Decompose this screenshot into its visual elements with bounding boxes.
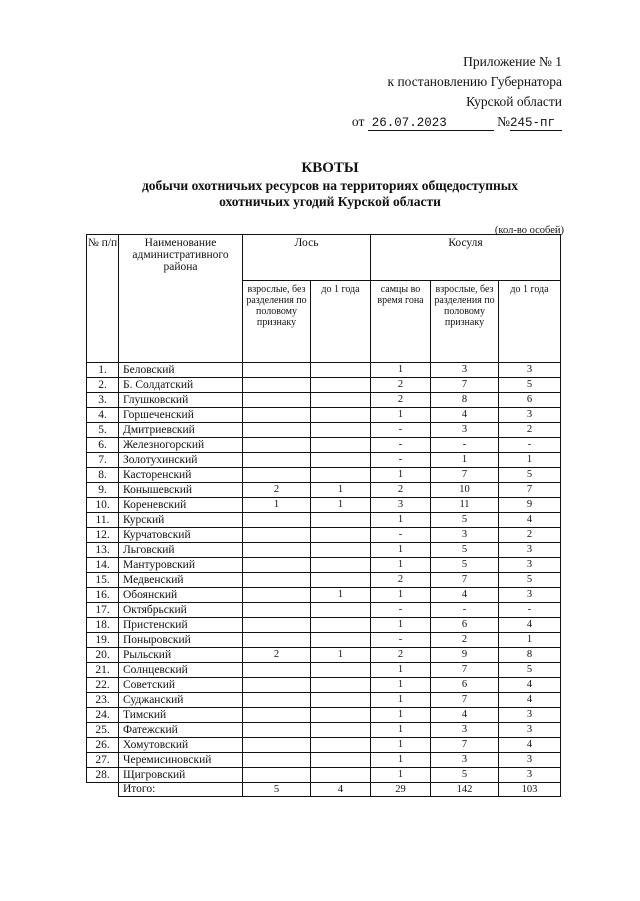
total-row (87, 783, 561, 797)
elk-adult-cell (243, 693, 311, 708)
table-row (87, 633, 561, 648)
roe-young-cell: - (499, 438, 561, 453)
roe-males-cell: 1 (371, 708, 431, 723)
table-row (87, 483, 561, 498)
district-name: Горшеченский (119, 408, 243, 423)
row-number: 27. (87, 753, 119, 768)
row-number: 20. (87, 648, 119, 663)
district-name: Октябрьский (119, 603, 243, 618)
elk-young-cell (311, 678, 371, 693)
elk-adult-cell (243, 588, 311, 603)
roe-adult-cell: 3 (431, 423, 499, 438)
roe-males-cell: 1 (371, 468, 431, 483)
total-roe-young: 103 (499, 783, 561, 797)
roe-adult-cell: 7 (431, 468, 499, 483)
elk-adult-cell (243, 543, 311, 558)
row-number: 12. (87, 528, 119, 543)
district-name: Суджанский (119, 693, 243, 708)
elk-young-cell (311, 738, 371, 753)
total-elk-adult: 5 (243, 783, 311, 797)
header-elk: Лось (243, 235, 371, 281)
elk-adult-cell: 2 (243, 648, 311, 663)
elk-young-cell: 1 (311, 483, 371, 498)
elk-young-cell (311, 423, 371, 438)
document-subtitle (60, 178, 600, 210)
district-name: Кореневский (119, 498, 243, 513)
table-row (87, 543, 561, 558)
table-row (87, 768, 561, 783)
district-name: Курский (119, 513, 243, 528)
roe-males-cell: 2 (371, 483, 431, 498)
district-name: Фатежский (119, 723, 243, 738)
roe-adult-cell: 7 (431, 738, 499, 753)
district-name: Дмитриевский (119, 423, 243, 438)
elk-young-cell (311, 663, 371, 678)
roe-adult-cell: - (431, 438, 499, 453)
table-row (87, 528, 561, 543)
row-number: 6. (87, 438, 119, 453)
elk-adult-cell (243, 618, 311, 633)
district-name: Глушковский (119, 393, 243, 408)
elk-young-cell (311, 408, 371, 423)
elk-adult-cell (243, 738, 311, 753)
elk-young-cell (311, 603, 371, 618)
appendix-resolution: к постановлению Губернатора (387, 74, 562, 89)
elk-adult-cell (243, 528, 311, 543)
roe-young-cell: 5 (499, 468, 561, 483)
appendix-region: Курской области (466, 94, 562, 109)
roe-males-cell: 3 (371, 498, 431, 513)
table-row (87, 393, 561, 408)
subtitle-line-1: добычи охотничьих ресурсов на территориях общедоступных (141, 178, 519, 193)
row-number: 23. (87, 693, 119, 708)
table-row (87, 708, 561, 723)
row-number: 24. (87, 708, 119, 723)
roe-young-cell: 3 (499, 588, 561, 603)
roe-males-cell: 1 (371, 753, 431, 768)
appendix-number-sign: № (497, 114, 510, 129)
row-number: 8. (87, 468, 119, 483)
header-elk-young: до 1 года (311, 281, 371, 363)
elk-young-cell: 1 (311, 648, 371, 663)
elk-young-cell (311, 618, 371, 633)
table-row (87, 678, 561, 693)
roe-young-cell: 3 (499, 408, 561, 423)
header-roe-adult: взрослые, без разделения по половому признаку (431, 281, 499, 363)
roe-young-cell: 4 (499, 738, 561, 753)
row-number: 21. (87, 663, 119, 678)
elk-adult-cell (243, 573, 311, 588)
roe-young-cell: 9 (499, 498, 561, 513)
row-number: 28. (87, 768, 119, 783)
roe-males-cell: 1 (371, 768, 431, 783)
elk-young-cell (311, 438, 371, 453)
roe-adult-cell: 8 (431, 393, 499, 408)
table-row (87, 753, 561, 768)
district-name: Мантуровский (119, 558, 243, 573)
roe-young-cell: 6 (499, 393, 561, 408)
table-row (87, 648, 561, 663)
total-label: Итого: (119, 783, 243, 797)
header-roe-young: до 1 года (499, 281, 561, 363)
appendix-block (300, 52, 562, 132)
row-number: 16. (87, 588, 119, 603)
district-name: Золотухинский (119, 453, 243, 468)
roe-young-cell: 3 (499, 543, 561, 558)
row-number: 19. (87, 633, 119, 648)
row-number: 10. (87, 498, 119, 513)
roe-young-cell: 3 (499, 558, 561, 573)
roe-young-cell: 2 (499, 528, 561, 543)
elk-young-cell (311, 543, 371, 558)
roe-adult-cell: 5 (431, 543, 499, 558)
table-row (87, 573, 561, 588)
district-name: Б. Солдатский (119, 378, 243, 393)
roe-males-cell: 2 (371, 648, 431, 663)
elk-adult-cell (243, 453, 311, 468)
roe-young-cell: 4 (499, 693, 561, 708)
roe-young-cell: 5 (499, 378, 561, 393)
elk-adult-cell (243, 423, 311, 438)
district-name: Солнцевский (119, 663, 243, 678)
district-name: Льговский (119, 543, 243, 558)
roe-males-cell: - (371, 603, 431, 618)
district-name: Пристенский (119, 618, 243, 633)
roe-adult-cell: 2 (431, 633, 499, 648)
row-number: 4. (87, 408, 119, 423)
roe-adult-cell: 6 (431, 618, 499, 633)
roe-males-cell: - (371, 453, 431, 468)
elk-young-cell (311, 468, 371, 483)
table-row (87, 723, 561, 738)
district-name: Тимский (119, 708, 243, 723)
roe-young-cell: 2 (499, 423, 561, 438)
roe-adult-cell: 3 (431, 753, 499, 768)
roe-young-cell: 1 (499, 633, 561, 648)
appendix-number: 245-пг (510, 116, 562, 131)
elk-young-cell: 1 (311, 588, 371, 603)
elk-young-cell (311, 453, 371, 468)
subtitle-line-2: охотничьих угодий Курской области (219, 194, 441, 209)
roe-adult-cell: 5 (431, 768, 499, 783)
appendix-date-line (300, 112, 562, 132)
table-row (87, 558, 561, 573)
elk-adult-cell (243, 393, 311, 408)
elk-young-cell (311, 558, 371, 573)
table-row (87, 468, 561, 483)
header-num: № п/п (87, 235, 119, 363)
elk-young-cell (311, 768, 371, 783)
roe-males-cell: 1 (371, 588, 431, 603)
roe-males-cell: 1 (371, 543, 431, 558)
district-name: Поныровский (119, 633, 243, 648)
table-row (87, 663, 561, 678)
table-body (87, 363, 561, 783)
row-number: 26. (87, 738, 119, 753)
roe-young-cell: 8 (499, 648, 561, 663)
table-row (87, 453, 561, 468)
appendix-date: 26.07.2023 (368, 116, 494, 131)
header-elk-adult: взрослые, без разделения по половому признаку (243, 281, 311, 363)
total-roe-males: 29 (371, 783, 431, 797)
roe-adult-cell: 4 (431, 588, 499, 603)
district-name: Железногорский (119, 438, 243, 453)
roe-adult-cell: 10 (431, 483, 499, 498)
roe-young-cell: 4 (499, 618, 561, 633)
roe-males-cell: 1 (371, 693, 431, 708)
elk-adult-cell: 1 (243, 498, 311, 513)
table-row (87, 423, 561, 438)
elk-adult-cell: 2 (243, 483, 311, 498)
roe-adult-cell: 3 (431, 363, 499, 378)
row-number: 17. (87, 603, 119, 618)
total-blank (87, 783, 119, 797)
elk-adult-cell (243, 438, 311, 453)
roe-adult-cell: 7 (431, 663, 499, 678)
roe-adult-cell: 5 (431, 513, 499, 528)
elk-young-cell (311, 393, 371, 408)
row-number: 22. (87, 678, 119, 693)
roe-males-cell: - (371, 423, 431, 438)
document-title: КВОТЫ (301, 160, 359, 176)
roe-males-cell: - (371, 438, 431, 453)
elk-adult-cell (243, 723, 311, 738)
roe-young-cell: - (499, 603, 561, 618)
table-row (87, 378, 561, 393)
elk-young-cell (311, 573, 371, 588)
district-name: Советский (119, 678, 243, 693)
roe-males-cell: 1 (371, 663, 431, 678)
roe-adult-cell: 3 (431, 528, 499, 543)
district-name: Медвенский (119, 573, 243, 588)
elk-young-cell: 1 (311, 498, 371, 513)
elk-adult-cell (243, 468, 311, 483)
elk-adult-cell (243, 753, 311, 768)
roe-young-cell: 3 (499, 753, 561, 768)
table-row (87, 363, 561, 378)
row-number: 1. (87, 363, 119, 378)
elk-young-cell (311, 363, 371, 378)
row-number: 11. (87, 513, 119, 528)
roe-adult-cell: 9 (431, 648, 499, 663)
elk-young-cell (311, 528, 371, 543)
total-elk-young: 4 (311, 783, 371, 797)
roe-young-cell: 3 (499, 708, 561, 723)
roe-young-cell: 4 (499, 678, 561, 693)
table-row (87, 513, 561, 528)
roe-young-cell: 3 (499, 723, 561, 738)
district-name: Конышевский (119, 483, 243, 498)
district-name: Касторенский (119, 468, 243, 483)
roe-adult-cell: 7 (431, 573, 499, 588)
quota-table (86, 234, 561, 797)
row-number: 9. (87, 483, 119, 498)
table-row (87, 618, 561, 633)
row-number: 14. (87, 558, 119, 573)
units-note: (кол-во особей) (494, 225, 564, 236)
district-name: Хомутовский (119, 738, 243, 753)
row-number: 5. (87, 423, 119, 438)
roe-young-cell: 5 (499, 573, 561, 588)
roe-adult-cell: 11 (431, 498, 499, 513)
elk-adult-cell (243, 708, 311, 723)
elk-adult-cell (243, 633, 311, 648)
roe-adult-cell: 4 (431, 708, 499, 723)
elk-adult-cell (243, 768, 311, 783)
header-roe: Косуля (371, 235, 561, 281)
roe-males-cell: 1 (371, 723, 431, 738)
roe-adult-cell: 5 (431, 558, 499, 573)
roe-young-cell: 7 (499, 483, 561, 498)
elk-young-cell (311, 378, 371, 393)
table-row (87, 408, 561, 423)
elk-young-cell (311, 708, 371, 723)
table-row (87, 603, 561, 618)
roe-young-cell: 1 (499, 453, 561, 468)
elk-adult-cell (243, 513, 311, 528)
roe-adult-cell: 6 (431, 678, 499, 693)
roe-males-cell: 1 (371, 363, 431, 378)
roe-males-cell: 2 (371, 573, 431, 588)
district-name: Рыльский (119, 648, 243, 663)
appendix-from-label: от (351, 114, 365, 129)
roe-adult-cell: 7 (431, 378, 499, 393)
elk-adult-cell (243, 378, 311, 393)
roe-males-cell: 1 (371, 558, 431, 573)
district-name: Щигровский (119, 768, 243, 783)
row-number: 3. (87, 393, 119, 408)
elk-young-cell (311, 693, 371, 708)
row-number: 18. (87, 618, 119, 633)
appendix-title: Приложение № 1 (463, 54, 562, 69)
district-name: Обоянский (119, 588, 243, 603)
roe-males-cell: 1 (371, 513, 431, 528)
row-number: 25. (87, 723, 119, 738)
district-name: Черемисиновский (119, 753, 243, 768)
table-row (87, 498, 561, 513)
roe-males-cell: 2 (371, 393, 431, 408)
header-roe-males: самцы во время гона (371, 281, 431, 363)
roe-males-cell: 1 (371, 408, 431, 423)
roe-adult-cell: - (431, 603, 499, 618)
elk-young-cell (311, 723, 371, 738)
elk-adult-cell (243, 663, 311, 678)
elk-young-cell (311, 513, 371, 528)
table-row (87, 588, 561, 603)
district-name: Курчатовский (119, 528, 243, 543)
row-number: 15. (87, 573, 119, 588)
roe-males-cell: - (371, 633, 431, 648)
elk-adult-cell (243, 558, 311, 573)
elk-adult-cell (243, 678, 311, 693)
header-district: Наименование административного района (119, 235, 243, 363)
elk-adult-cell (243, 408, 311, 423)
elk-young-cell (311, 633, 371, 648)
roe-adult-cell: 4 (431, 408, 499, 423)
roe-young-cell: 3 (499, 363, 561, 378)
roe-adult-cell: 1 (431, 453, 499, 468)
roe-adult-cell: 7 (431, 693, 499, 708)
row-number: 13. (87, 543, 119, 558)
roe-males-cell: - (371, 528, 431, 543)
elk-adult-cell (243, 603, 311, 618)
elk-young-cell (311, 753, 371, 768)
roe-males-cell: 1 (371, 618, 431, 633)
table-row (87, 438, 561, 453)
table-row (87, 738, 561, 753)
table-row (87, 693, 561, 708)
roe-males-cell: 2 (371, 378, 431, 393)
row-number: 7. (87, 453, 119, 468)
elk-adult-cell (243, 363, 311, 378)
total-roe-adult: 142 (431, 783, 499, 797)
row-number: 2. (87, 378, 119, 393)
roe-males-cell: 1 (371, 678, 431, 693)
roe-young-cell: 4 (499, 513, 561, 528)
roe-young-cell: 3 (499, 768, 561, 783)
roe-adult-cell: 3 (431, 723, 499, 738)
roe-males-cell: 1 (371, 738, 431, 753)
district-name: Беловский (119, 363, 243, 378)
roe-young-cell: 5 (499, 663, 561, 678)
